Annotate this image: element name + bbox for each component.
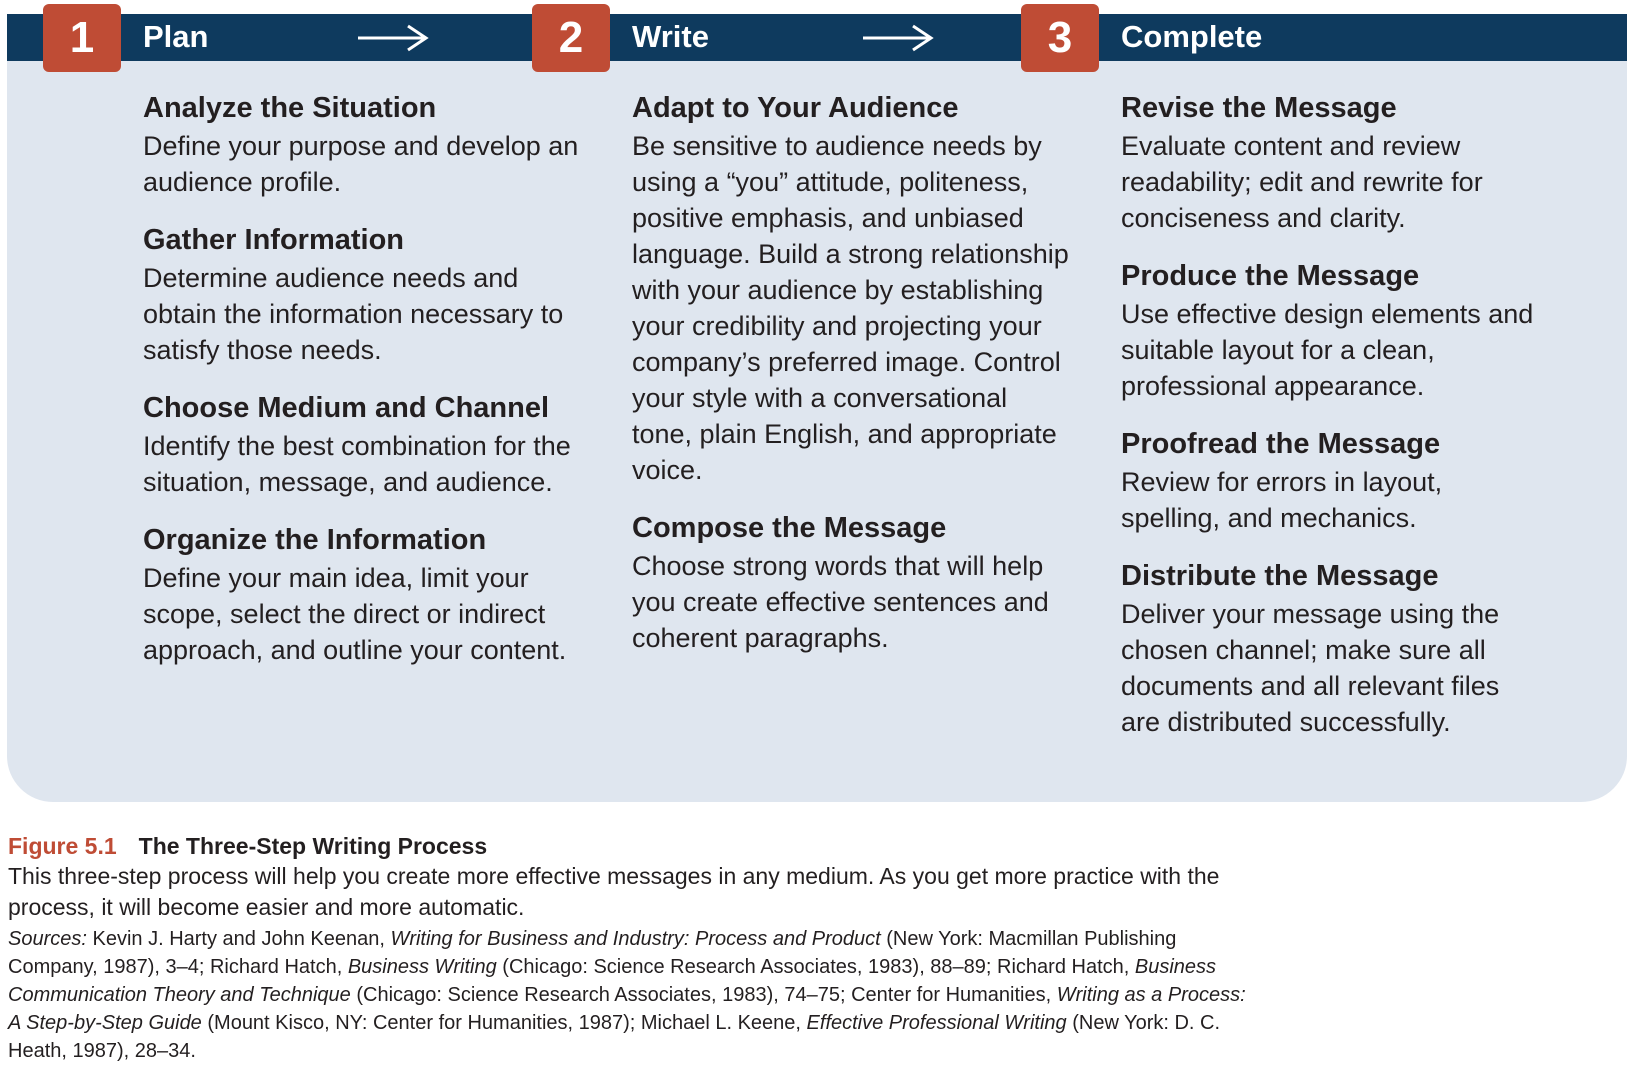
step-2-badge: 2 — [532, 4, 610, 72]
section-heading: Produce the Message — [1121, 260, 1420, 292]
arrow-right-icon — [861, 22, 935, 54]
figure-caption — [8, 831, 1628, 1065]
source-fragment: Sources: — [8, 928, 87, 950]
figure-sources — [8, 925, 1248, 1065]
step-1-badge: 1 — [43, 4, 121, 72]
source-fragment: (Chicago: Science Research Associates, 1983), 74–75; Center for Humanities, — [350, 984, 1057, 1006]
section-text: Determine audience needs and obtain the information necessary to satisfy those needs. — [143, 263, 564, 365]
figure-title: The Three-Step Writing Process — [138, 833, 488, 859]
source-fragment: Writing for Business and Industry: Process and Product — [390, 928, 881, 950]
section-text: Define your purpose and develop an audience profile. — [143, 131, 579, 197]
plan-section — [143, 388, 593, 500]
plan-section — [143, 520, 593, 668]
plan-section — [143, 88, 593, 200]
figure-number: Figure 5.1 — [8, 833, 117, 859]
write-column — [632, 88, 1072, 676]
section-heading: Choose Medium and Channel — [143, 392, 550, 424]
step-2-title: Write — [632, 19, 709, 54]
section-text: Identify the best combination for the situation, message, and audience. — [143, 431, 571, 497]
source-fragment: Business Communication Theory and Technique — [8, 956, 1217, 1006]
section-heading: Adapt to Your Audience — [632, 92, 959, 124]
source-fragment: Business Writing — [347, 956, 497, 978]
section-heading: Analyze the Situation — [143, 92, 437, 124]
header-bar — [7, 14, 1627, 61]
step-1-title: Plan — [143, 19, 209, 54]
source-fragment: (New York: Macmillan Publishing Company, 1987), 3–4; Richard Hatch, — [8, 928, 1177, 978]
section-heading: Compose the Message — [632, 512, 947, 544]
section-text: Be sensitive to audience needs by using a “you” attitude, politeness, positive emphasis, and unbiased language. Build a strong relationship with your audience by establishing your credibility and projecting your company’s preferred image. Control your style with a conversational tone, plain English, and appropriate voice. — [632, 131, 1069, 485]
section-heading: Gather Information — [143, 224, 405, 256]
write-section — [632, 508, 1072, 656]
step-3-title: Complete — [1121, 19, 1263, 54]
complete-section — [1121, 88, 1541, 236]
step-3-badge: 3 — [1021, 4, 1099, 72]
section-text: Review for errors in layout, spelling, and mechanics. — [1121, 467, 1443, 533]
section-text: Deliver your message using the chosen channel; make sure all documents and all relevant files are distributed successfully. — [1121, 599, 1500, 737]
source-fragment: (Chicago: Science Research Associates, 1983), 88–89; Richard Hatch, — [496, 956, 1135, 978]
source-fragment: Writing as a Process: A Step-by-Step Guide — [8, 984, 1246, 1034]
source-fragment: (Mount Kisco, NY: Center for Humanities, 1987); Michael L. Keene, — [201, 1012, 807, 1034]
section-heading: Organize the Information — [143, 524, 487, 556]
source-fragment: Kevin J. Harty and John Keenan, — [86, 928, 391, 950]
complete-section — [1121, 556, 1541, 740]
section-text: Choose strong words that will help you create effective sentences and coherent paragraphs. — [632, 551, 1049, 653]
figure-heading — [8, 831, 1628, 861]
plan-section — [143, 220, 593, 368]
write-section — [632, 88, 1072, 488]
section-heading: Proofread the Message — [1121, 428, 1441, 460]
section-text: Use effective design elements and suitable layout for a clean, professional appearance. — [1121, 299, 1534, 401]
section-heading: Distribute the Message — [1121, 560, 1439, 592]
source-fragment: Effective Professional Writing — [806, 1012, 1067, 1034]
complete-section — [1121, 424, 1541, 536]
complete-section — [1121, 256, 1541, 404]
section-heading: Revise the Message — [1121, 92, 1397, 124]
section-text: Evaluate content and review readability; edit and rewrite for conciseness and clarity. — [1121, 131, 1483, 233]
section-text: Define your main idea, limit your scope, select the direct or indirect approach, and outline your content. — [143, 563, 567, 665]
figure-description: This three-step process will help you create more effective messages in any medium. As you get more practice with the process, it will become easier and more automatic. — [8, 863, 1220, 920]
arrow-right-icon — [356, 22, 430, 54]
plan-column — [143, 88, 593, 688]
complete-column — [1121, 88, 1541, 760]
source-fragment: (New York: D. C. Heath, 1987), 28–34. — [8, 1012, 1221, 1062]
